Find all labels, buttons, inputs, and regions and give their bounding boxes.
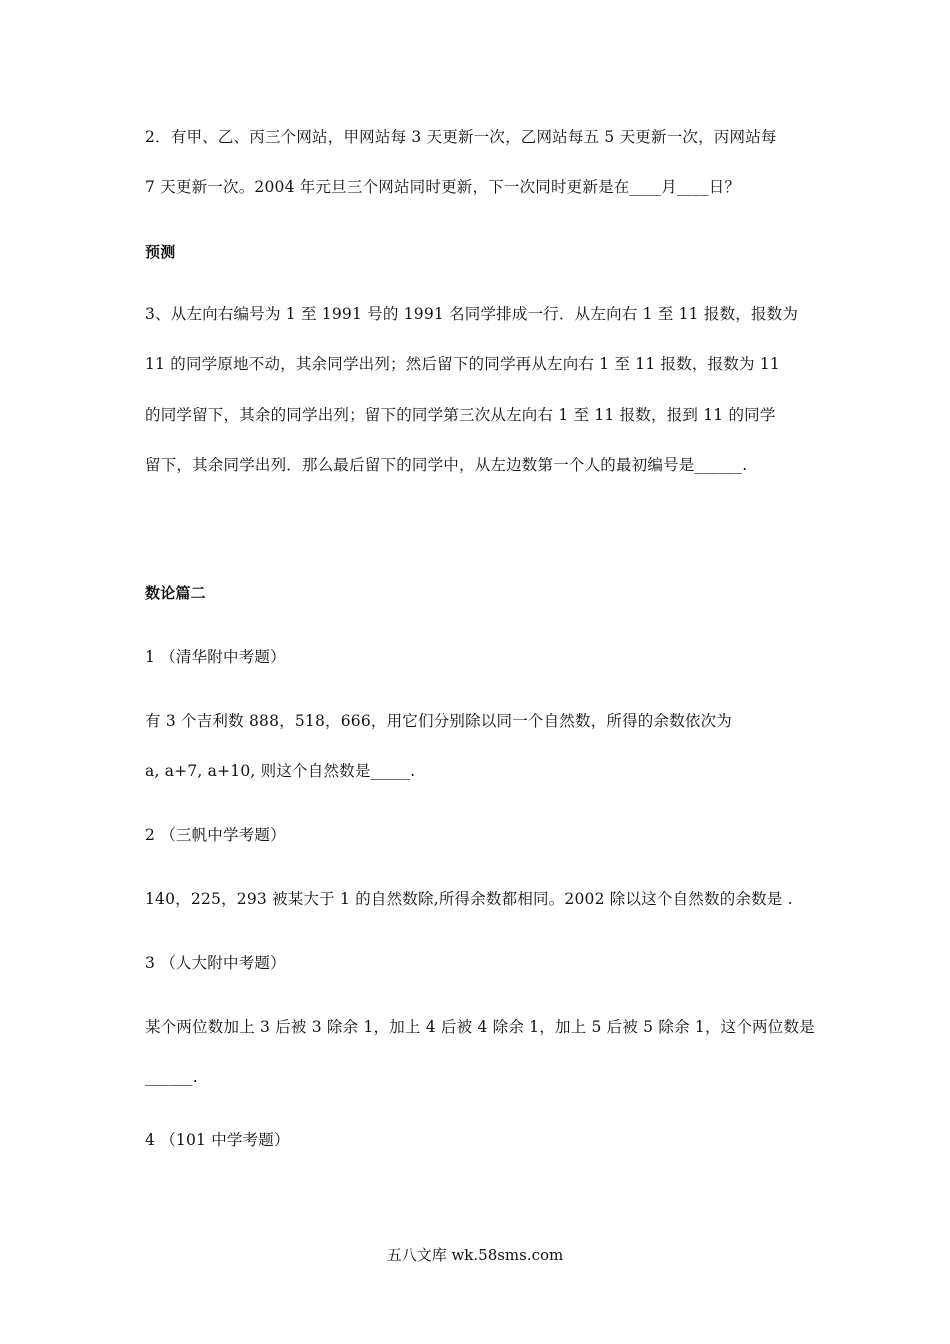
problem-1-line-2: a, a+7, a+10, 则这个自然数是_____. [145,762,416,780]
problem-2-title: 2 （三帆中学考题） [145,826,286,844]
number-theory-2-heading: 数论篇二 [145,584,206,602]
problem-3-line-2: ______. [145,1068,198,1086]
problem-1-title: 1 （清华附中考题） [145,648,286,666]
forecast-heading: 预测 [145,243,176,261]
question-2-line-2: 7 天更新一次。2004 年元旦三个网站同时更新，下一次同时更新是在____月____日？ [145,178,741,196]
problem-4-title: 4 （101 中学考题） [145,1131,290,1149]
problem-3-line-1: 某个两位数加上 3 后被 3 除余 1，加上 4 后被 4 除余 1，加上 5 后被 5 除余 1，这个两位数是 [145,1018,815,1036]
question-2-line-1: 2．有甲、乙、丙三个网站，甲网站每 3 天更新一次，乙网站每五 5 天更新一次，丙网站每 [145,128,777,146]
question-3-line-2: 11 的同学原地不动，其余同学出列；然后留下的同学再从左向右 1 至 11 报数，报数为 11 [145,355,780,373]
footer-watermark: 五八文库 wk.58sms.com [386,1246,564,1264]
question-3-line-1: 3、从左向右编号为 1 至 1991 号的 1991 名同学排成一行．从左向右 1 至 11 报数，报数为 [145,305,799,323]
question-3-line-4: 留下，其余同学出列．那么最后留下的同学中，从左边数第一个人的最初编号是______. [145,456,748,474]
problem-3-title: 3 （人大附中考题） [145,954,286,972]
problem-2-line-1: 140，225，293 被某大于 1 的自然数除,所得余数都相同。2002 除以这个自然数的余数是 . [145,890,793,908]
question-3-line-3: 的同学留下，其余的同学出列；留下的同学第三次从左向右 1 至 11 报数，报到 11 的同学 [145,406,776,424]
problem-1-line-1: 有 3 个吉利数 888，518，666，用它们分别除以同一个自然数，所得的余数依次为 [145,712,732,730]
